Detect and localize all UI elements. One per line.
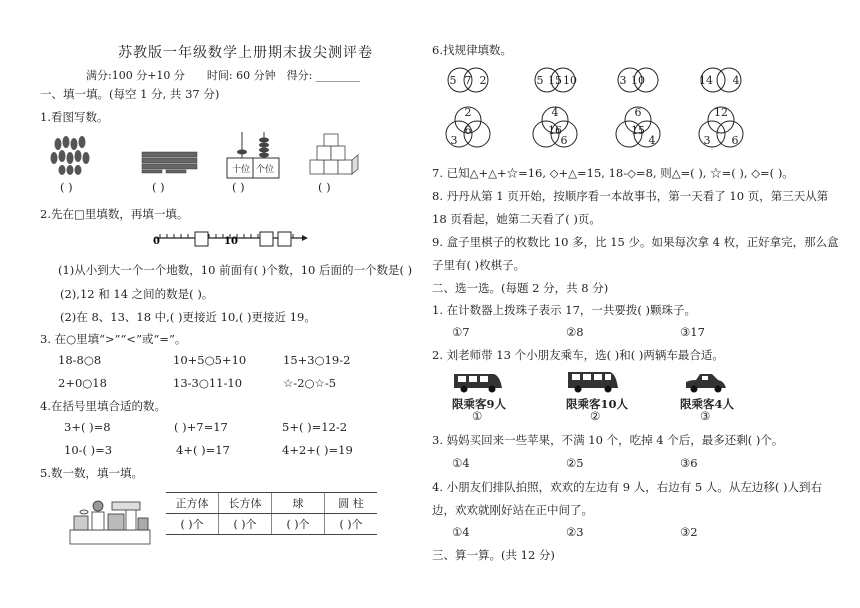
q4-text: 4.在括号里填合适的数。	[40, 399, 166, 413]
vehicle-1-label: 限乘客9人	[452, 397, 507, 411]
number-line-box-3	[278, 232, 291, 246]
q1-blank-4[interactable]: ( )	[318, 180, 331, 194]
q6-pattern-figures	[440, 62, 780, 160]
c4-option-1[interactable]: ①4	[452, 525, 470, 539]
q6-top-2-right: 10	[563, 74, 577, 87]
minibus-icon	[568, 372, 618, 393]
q1-blank-2[interactable]: ( )	[152, 180, 165, 194]
q2-line-2: (2),12 和 14 之间的数是( )。	[60, 287, 214, 301]
q6-top-2-left: 5	[536, 74, 544, 87]
header-cuboid: 长方体	[219, 493, 272, 514]
q9-text-1: 9. 盒子里棋子的枚数比 10 多，比 15 少。如果每次拿 4 枚，正好拿完，那么盒	[432, 235, 839, 249]
cuboid-count-cell[interactable]: ( )个	[219, 514, 272, 535]
vehicle-1-number[interactable]: ①	[472, 409, 483, 423]
q3-text: 3. 在○里填“>”“<”或“=”。	[40, 332, 187, 346]
q3-item: ☆-2○☆-5	[283, 376, 337, 390]
q1-blank-1[interactable]: ( )	[60, 180, 73, 194]
vehicles-image	[450, 368, 730, 396]
q6-text: 6.找规律填数。	[432, 43, 512, 57]
abacus-ones-label: 个位	[256, 165, 275, 175]
c4-text-2: 边，欢欢就刚好站在正中间了。	[432, 503, 593, 517]
q6-bottom-1-left: 3	[450, 134, 458, 147]
q6-bottom-4-top: 12	[714, 106, 728, 119]
c3-option-2[interactable]: ②5	[566, 456, 584, 470]
q6-top-1-mid: 7	[464, 74, 472, 87]
vehicle-2-number[interactable]: ②	[590, 409, 601, 423]
c4-option-3[interactable]: ③2	[680, 525, 698, 539]
c2-text: 2. 刘老师带 13 个小朋友乘车，选( )和( )两辆车最合适。	[432, 348, 724, 362]
cube-count-cell[interactable]: ( )个	[166, 514, 219, 535]
q6-top-4-right: 4	[732, 74, 740, 87]
q4-item[interactable]: ( )+7=17	[174, 420, 228, 434]
q4-item[interactable]: 5+( )=12-2	[282, 420, 348, 434]
number-line	[150, 228, 310, 252]
header-sphere: 球	[272, 493, 325, 514]
building-blocks-image	[64, 494, 160, 550]
q1-blank-3[interactable]: ( )	[232, 180, 245, 194]
section-3-heading: 三、算一算。(共 12 分)	[432, 548, 555, 562]
q6-bottom-4-right: 6	[731, 134, 739, 147]
c4-option-2[interactable]: ②3	[566, 525, 584, 539]
q6-bottom-3-center: 15	[631, 124, 645, 137]
section-1-heading: 一、填一填。(每空 1 分, 共 37 分)	[40, 87, 220, 101]
header-cylinder: 圆 柱	[325, 493, 378, 514]
q4-item[interactable]: 4+( )=17	[176, 443, 230, 457]
vehicle-2-label: 限乘客10人	[566, 397, 629, 411]
cube-stack-image	[310, 134, 358, 174]
q6-bottom-3-top: 6	[634, 106, 642, 119]
score-info: 满分:100 分+10 分 时间: 60 分钟 得分: ________	[86, 69, 360, 82]
c1-option-1[interactable]: ①7	[452, 325, 470, 339]
c1-option-2[interactable]: ②8	[566, 325, 584, 339]
number-line-box-2	[260, 232, 273, 246]
q6-top-1-right: 2	[479, 74, 487, 87]
vehicle-3-label: 限乘客4人	[680, 397, 735, 411]
q3-item: 15+3○19-2	[283, 353, 351, 367]
q4-item[interactable]: 10-( )=3	[64, 443, 113, 457]
abacus-tens-label: 十位	[232, 165, 251, 175]
vehicle-3-number[interactable]: ③	[700, 409, 711, 423]
c3-option-1[interactable]: ①4	[452, 456, 470, 470]
stick-bundles-image	[142, 152, 197, 173]
q4-item[interactable]: 4+2+( )=19	[282, 443, 353, 457]
q3-item: 18-8○8	[58, 353, 102, 367]
q6-bottom-2-top: 4	[551, 106, 559, 119]
q1-text: 1.看图写数。	[40, 110, 109, 124]
q6-bottom-1-top: 2	[464, 106, 472, 119]
q6-top-2-mid: 15	[548, 74, 562, 87]
c1-option-3[interactable]: ③17	[680, 325, 705, 339]
page-title: 苏教版一年级数学上册期末拔尖测评卷	[118, 45, 373, 61]
c1-text: 1. 在计数器上拨珠子表示 17，一共要拨( )颗珠子。	[432, 303, 697, 317]
q3-item: 2+0○18	[58, 376, 107, 390]
number-line-box-1	[195, 232, 208, 246]
q6-top-3-left: 3	[619, 74, 627, 87]
c3-text: 3. 妈妈买回来一些苹果，不满 10 个，吃掉 4 个后，最多还剩( )个。	[432, 433, 784, 447]
q2-line-3: (2)在 8、13、18 中,( )更接近 10,( )更接近 19。	[60, 310, 316, 324]
q6-bottom-1-center: 6	[464, 124, 472, 137]
van-icon	[454, 374, 502, 393]
abacus-image	[227, 132, 279, 178]
q6-bottom-3-right: 4	[648, 134, 656, 147]
cylinder-count-cell[interactable]: ( )个	[325, 514, 378, 535]
q6-bottom-4-left: 3	[703, 134, 711, 147]
section-2-heading: 二、选一选。(每题 2 分，共 8 分)	[432, 281, 609, 295]
q9-text-2: 子里有( )枚棋子。	[432, 258, 526, 272]
q6-bottom-2-center: 16	[548, 124, 562, 137]
c4-text-1: 4. 小朋友们排队拍照，欢欢的左边有 9 人，右边有 5 人。从左边移( )人到右	[432, 480, 823, 494]
q6-top-1-left: 5	[449, 74, 457, 87]
q6-bottom-2-right: 6	[560, 134, 568, 147]
number-line-label-0: 0	[153, 236, 160, 247]
q6-top-4-left: 14	[699, 74, 713, 87]
q5-text: 5.数一数，填一填。	[40, 466, 143, 480]
leaf-cluster-image	[51, 136, 90, 175]
car-icon	[686, 374, 726, 393]
number-line-label-10: 10	[224, 236, 238, 247]
q7-text: 7. 已知△+△+☆=16, ◇+△=15, 18-◇=8, 则△=( ), ☆=( ), ◇=( )。	[432, 166, 794, 180]
q3-item: 13-3○11-10	[173, 376, 243, 390]
q8-text-1: 8. 丹丹从第 1 页开始，按顺序看一本故事书，第一天看了 10 页，第三天从第	[432, 189, 829, 203]
c3-option-3[interactable]: ③6	[680, 456, 698, 470]
sphere-count-cell[interactable]: ( )个	[272, 514, 325, 535]
q4-item[interactable]: 3+( )=8	[64, 420, 111, 434]
q6-top-3-mid: 10	[631, 74, 645, 87]
q3-item: 10+5○5+10	[173, 353, 247, 367]
shape-count-table	[166, 492, 377, 535]
q8-text-2: 18 页看起，她第二天看了( )页。	[432, 212, 601, 226]
q2-line-1: (1)从小到大一个一个地数，10 前面有( )个数，10 后面的一个数是( )	[58, 263, 413, 277]
q2-text: 2.先在□里填数，再填一填。	[40, 207, 189, 221]
header-cube: 正方体	[166, 493, 219, 514]
